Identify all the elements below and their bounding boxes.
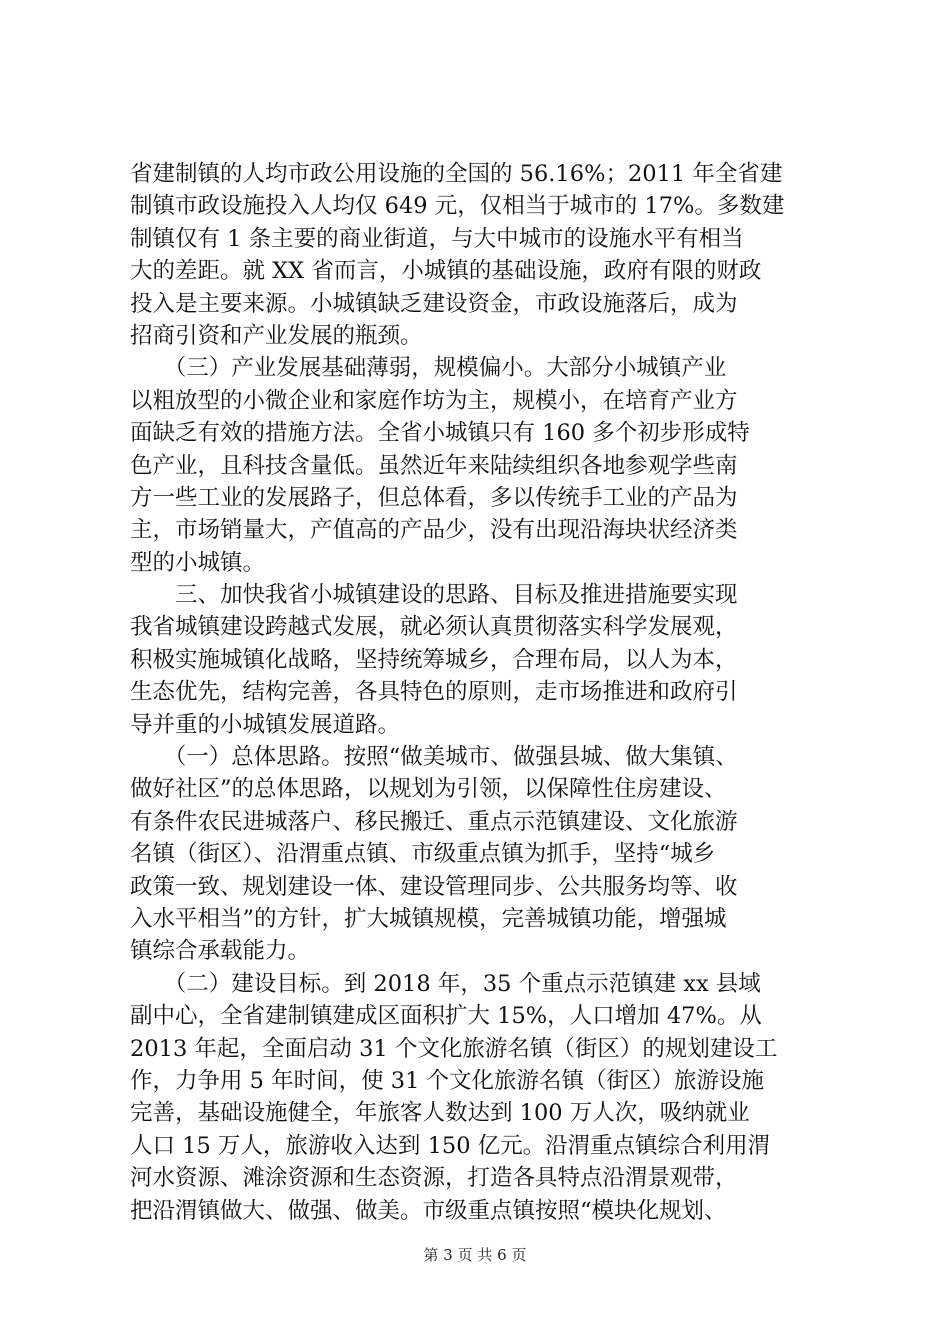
text-line: 大的差距。就 XX 省而言，小城镇的基础设施，政府有限的财政 (130, 258, 762, 285)
body-text (130, 158, 835, 1227)
text-line: 投入是主要来源。小城镇缺乏建设资金，市政设施落后，成为 (130, 290, 738, 317)
text-line: 把沿渭镇做大、做强、做美。市级重点镇按照“模块化规划、 (130, 1197, 727, 1224)
text-line: 制镇仅有 1 条主要的商业街道，与大中城市的设施水平有相当 (130, 225, 744, 252)
text-line: 三、加快我省小城镇建设的思路、目标及推进措施要实现 (130, 582, 738, 609)
text-line: 政策一致、规划建设一体、建设管理同步、公共服务均等、收 (130, 873, 738, 900)
text-line: （二）建设目标。到 2018 年，35 个重点示范镇建 xx 县域 (130, 970, 761, 997)
text-line: 生态优先，结构完善，各具特色的原则，走市场推进和政府引 (130, 679, 738, 706)
text-line: 积极实施城镇化战略，坚持统筹城乡，合理布局，以人为本， (130, 646, 738, 673)
text-line: 副中心，全省建制镇建成区面积扩大 15%，人口增加 47%。从 (130, 1003, 762, 1030)
text-line: 做好社区”的总体思路，以规划为引领，以保障性住房建设、 (130, 776, 727, 803)
text-line: 制镇市政设施投入人均仅 649 元，仅相当于城市的 17%。多数建 (130, 193, 785, 220)
text-line: 作，力争用 5 年时间，使 31 个文化旅游名镇（街区）旅游设施 (130, 1067, 765, 1094)
text-line: （三）产业发展基础薄弱，规模偏小。大部分小城镇产业 (130, 355, 727, 382)
text-line: 人口 15 万人，旅游收入达到 150 亿元。沿渭重点镇综合利用渭 (130, 1132, 771, 1159)
text-line: 2013 年起，全面启动 31 个文化旅游名镇（街区）的规划建设工 (130, 1035, 778, 1062)
text-line: 主，市场销量大，产值高的产品少，没有出现沿海块状经济类 (130, 517, 738, 544)
text-line: 完善，基础设施健全，年旅客人数达到 100 万人次，吸纳就业 (130, 1100, 750, 1127)
text-line: 招商引资和产业发展的瓶颈。 (130, 322, 423, 349)
text-line: 名镇（街区）、沿渭重点镇、市级重点镇为抓手，坚持“城乡 (130, 841, 716, 868)
text-line: 以粗放型的小微企业和家庭作坊为主，规模小，在培育产业方 (130, 387, 738, 414)
text-line: 有条件农民进城落户、移民搬迁、重点示范镇建设、文化旅游 (130, 808, 738, 835)
text-line: 镇综合承载能力。 (130, 938, 311, 965)
text-line: 型的小城镇。 (130, 549, 266, 576)
text-line: （一）总体思路。按照“做美城市、做强县城、做大集镇、 (130, 744, 738, 771)
text-line: 方一些工业的发展路子，但总体看，多以传统手工业的产品为 (130, 484, 738, 511)
text-line: 我省城镇建设跨越式发展，就必须认真贯彻落实科学发展观， (130, 614, 738, 641)
text-line: 入水平相当”的方针，扩大城镇规模，完善城镇功能，增强城 (130, 905, 727, 932)
text-line: 面缺乏有效的措施方法。全省小城镇只有 160 多个初步形成特 (130, 420, 750, 447)
text-line: 河水资源、滩涂资源和生态资源，打造各具特点沿渭景观带， (130, 1165, 738, 1192)
text-line: 省建制镇的人均市政公用设施的全国的 56.16%；2011 年全省建 (130, 161, 783, 187)
page-footer: 第 3 页 共 6 页 (423, 1246, 527, 1264)
text-line: 导并重的小城镇发展道路。 (130, 711, 401, 738)
text-line: 色产业，且科技含量低。虽然近年来陆续组织各地参观学些南 (130, 452, 738, 479)
